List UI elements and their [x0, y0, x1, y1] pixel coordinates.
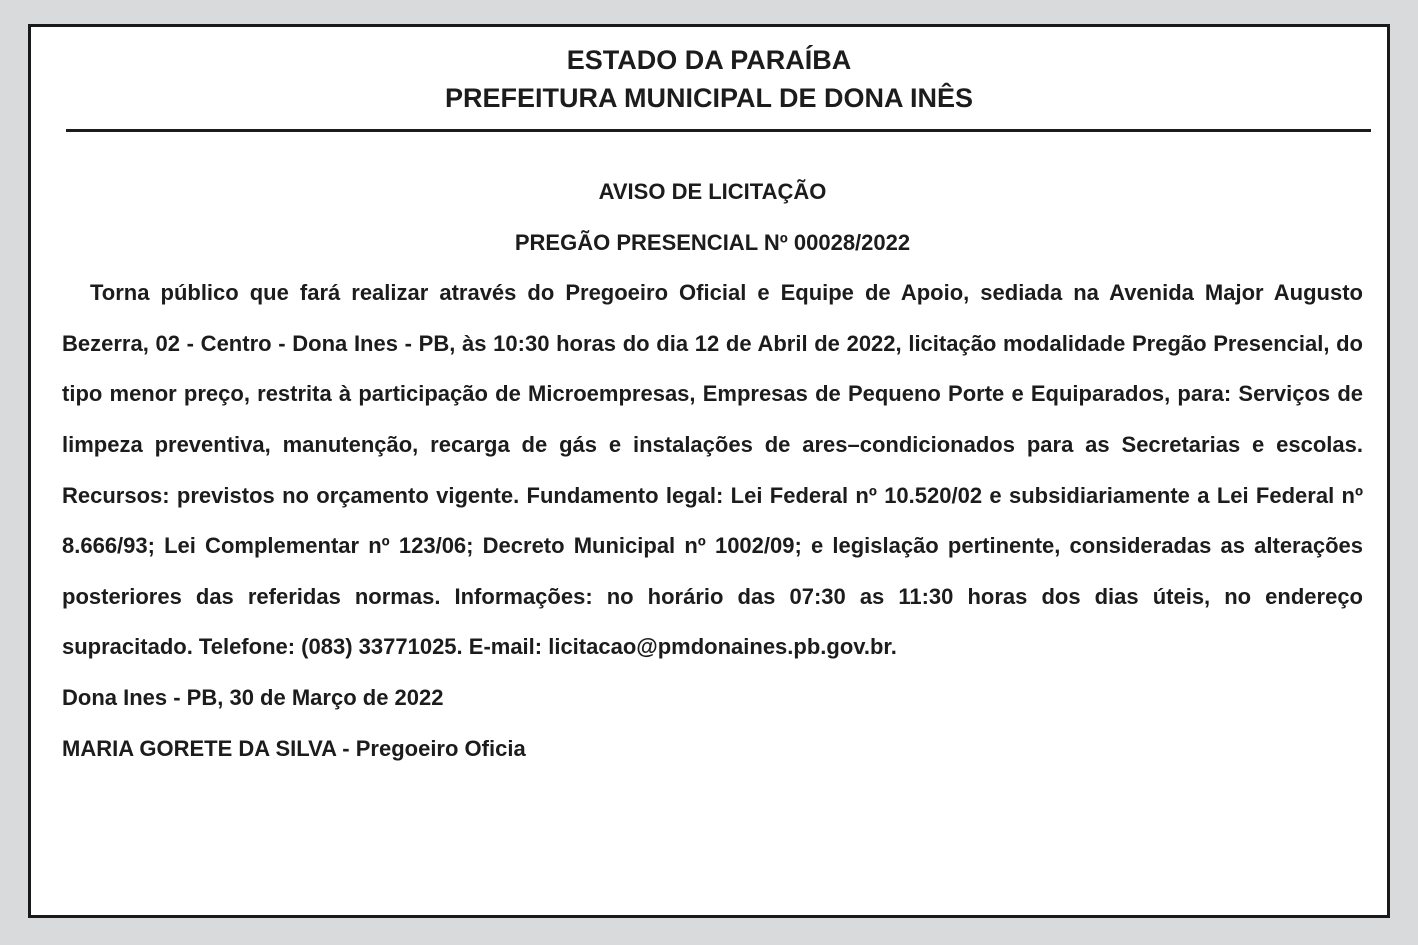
signature: MARIA GORETE DA SILVA - Pregoeiro Oficia	[62, 735, 526, 761]
municipality-name: PREFEITURA MUNICIPAL DE DONA INÊS	[444, 83, 974, 113]
notice-title: AVISO DE LICITAÇÃO	[598, 179, 827, 204]
notice-content	[62, 167, 1363, 774]
state-name: ESTADO DA PARAÍBA	[566, 45, 852, 75]
notice-subtitle: PREGÃO PRESENCIAL Nº 00028/2022	[514, 229, 911, 255]
notice-body: Torna público que fará realizar através do Pregoeiro Oficial e Equipe de Apoio, sediada na Avenida Major Augusto Bezerra, 02 - Centro - Dona Ines - PB, às 10:30 horas do dia 12 de Abril de 2022, licitação modalidade Pregão Presencial, do tipo menor preço, restrita à participação de Microempresas, Empresas de Pequeno Porte e Equiparados, para: Serviços de limpeza preventiva, manutenção, recarga de gás e instalações de ares–condicionados para as Secretarias e escolas. Recursos: previstos no orçamento vigente. Fundamento legal: Lei Federal nº 10.520/02 e subsidiariamente a Lei Federal nº 8.666/93; Lei Complementar nº 123/06; Decreto Municipal nº 1002/09; e legislação pertinente, consideradas as alterações posteriores das referidas normas. Informações: no horário das 07:30 as 11:30 horas dos dias úteis, no endereço supracitado. Telefone: (083) 33771025. E-mail: licitacao@pmdonaines.pb.gov.br.	[62, 280, 1363, 660]
header-divider	[66, 129, 1371, 132]
notice-frame	[28, 24, 1390, 918]
header	[31, 41, 1387, 117]
place-date: Dona Ines - PB, 30 de Março de 2022	[62, 684, 444, 710]
